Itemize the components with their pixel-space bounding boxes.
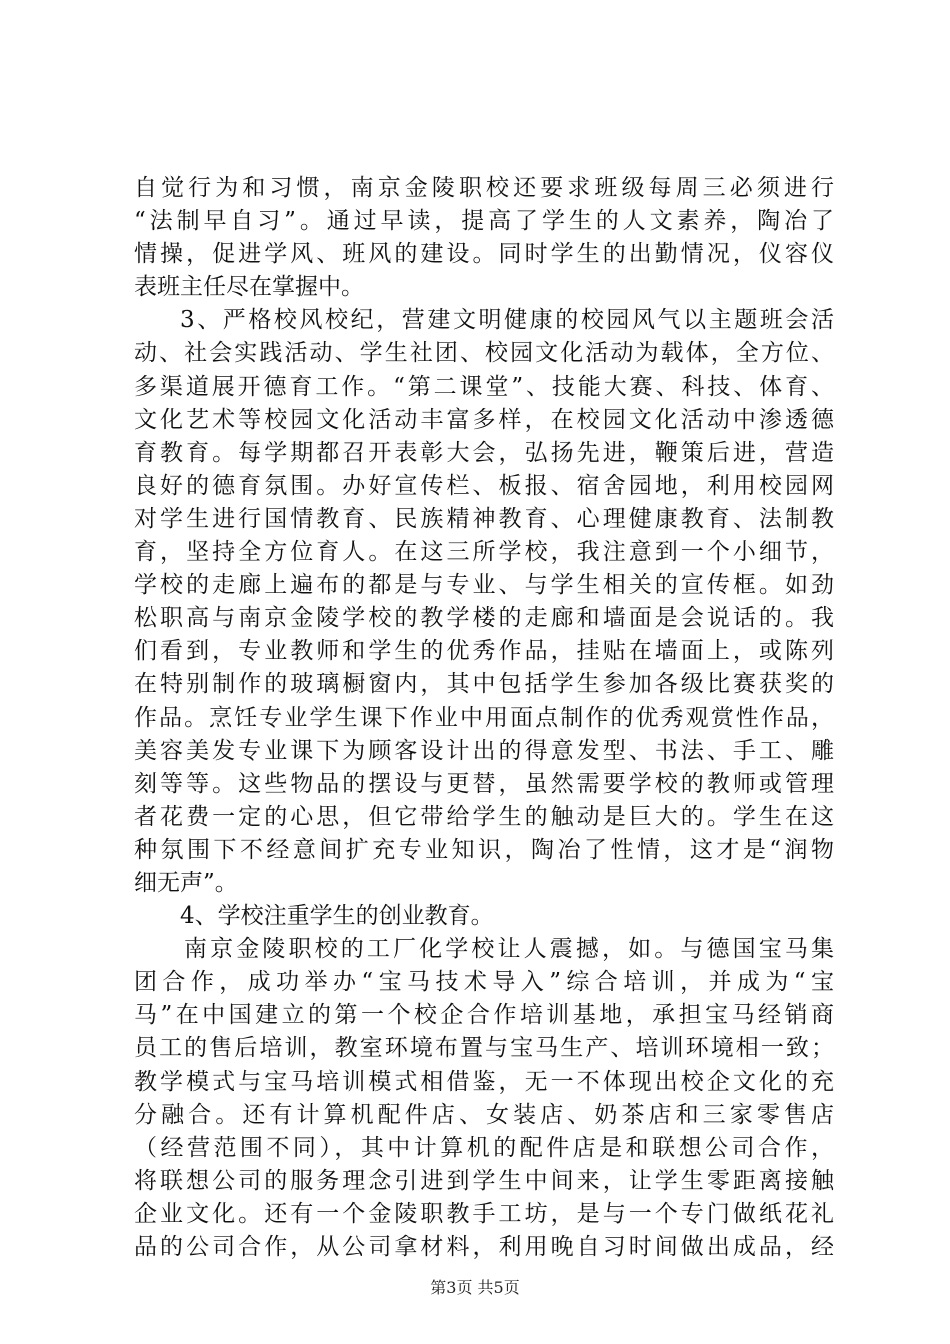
text-line: 员工的售后培训，教室环境布置与宝马生产、培训环境相一致； — [134, 1035, 834, 1062]
text-line: 们看到，专业教师和学生的优秀作品，挂贴在墙面上，或陈列 — [134, 638, 834, 665]
text-line: 分融合。还有计算机配件店、女装店、奶茶店和三家零售店 — [134, 1101, 834, 1128]
text-line: 育，坚持全方位育人。在这三所学校，我注意到一个小细节， — [134, 539, 834, 566]
text-line: 种氛围下不经意间扩充专业知识，陶冶了性情，这才是“润物 — [134, 836, 834, 863]
text-line: 在特别制作的玻璃橱窗内，其中包括学生参加各级比赛获奖的 — [134, 671, 834, 698]
body-text — [134, 172, 834, 1264]
text-line: 团合作，成功举办“宝马技术导入”综合培训，并成为“宝 — [134, 969, 834, 996]
text-line: 马”在中国建立的第一个校企合作培训基地，承担宝马经销商 — [134, 1002, 834, 1029]
text-line: 自觉行为和习惯，南京金陵职校还要求班级每周三必须进行 — [134, 175, 834, 201]
text-line: 育教育。每学期都召开表彰大会，弘扬先进，鞭策后进，营造 — [134, 439, 834, 466]
text-line: 南京金陵职校的工厂化学校让人震撼，如。与德国宝马集 — [184, 936, 834, 963]
text-line: 细无声”。 — [134, 869, 238, 896]
text-line: 教学模式与宝马培训模式相借鉴，无一不体现出校企文化的充 — [134, 1068, 834, 1095]
text-line: （经营范围不同），其中计算机的配件店是和联想公司合作， — [134, 1134, 834, 1161]
text-line: 动、社会实践活动、学生社团、校园文化活动为载体，全方位、 — [134, 340, 834, 367]
text-line: 良好的德育氛围。办好宣传栏、板报、宿舍园地，利用校园网 — [134, 472, 834, 499]
text-line: 多渠道展开德育工作。“第二课堂”、技能大赛、科技、体育、 — [134, 373, 834, 400]
text-line: 学校的走廊上遍布的都是与专业、与学生相关的宣传框。如劲 — [134, 572, 834, 599]
text-line: 刻等等。这些物品的摆设与更替，虽然需要学校的教师或管理 — [134, 770, 834, 797]
text-line: “法制早自习”。通过早读，提高了学生的人文素养，陶冶了 — [134, 208, 834, 235]
text-line: 将联想公司的服务理念引进到学生中间来，让学生零距离接触 — [134, 1167, 834, 1194]
text-line: 3、严格校风校纪，营建文明健康的校园风气以主题班会活 — [180, 307, 834, 334]
text-line: 品的公司合作，从公司拿材料，利用晚自习时间做出成品，经 — [134, 1234, 834, 1260]
page-footer: 第3页 共5页 — [430, 1278, 520, 1297]
text-line: 4、学校注重学生的创业教育。 — [180, 903, 494, 930]
text-line: 表班主任尽在掌握中。 — [134, 274, 364, 301]
text-line: 者花费一定的心思，但它带给学生的触动是巨大的。学生在这 — [134, 803, 834, 830]
text-line: 文化艺术等校园文化活动丰富多样，在校园文化活动中渗透德 — [134, 406, 834, 433]
text-line: 松职高与南京金陵学校的教学楼的走廊和墙面是会说话的。我 — [134, 605, 834, 632]
text-line: 企业文化。还有一个金陵职教手工坊，是与一个专门做纸花礼 — [134, 1200, 834, 1227]
text-line: 对学生进行国情教育、民族精神教育、心理健康教育、法制教 — [134, 505, 834, 532]
text-line: 情操，促进学风、班风的建设。同时学生的出勤情况，仪容仪 — [134, 241, 834, 268]
text-line: 美容美发专业课下为顾客设计出的得意发型、书法、手工、雕 — [134, 737, 834, 764]
text-line: 作品。烹饪专业学生课下作业中用面点制作的优秀观赏性作品， — [134, 704, 834, 731]
